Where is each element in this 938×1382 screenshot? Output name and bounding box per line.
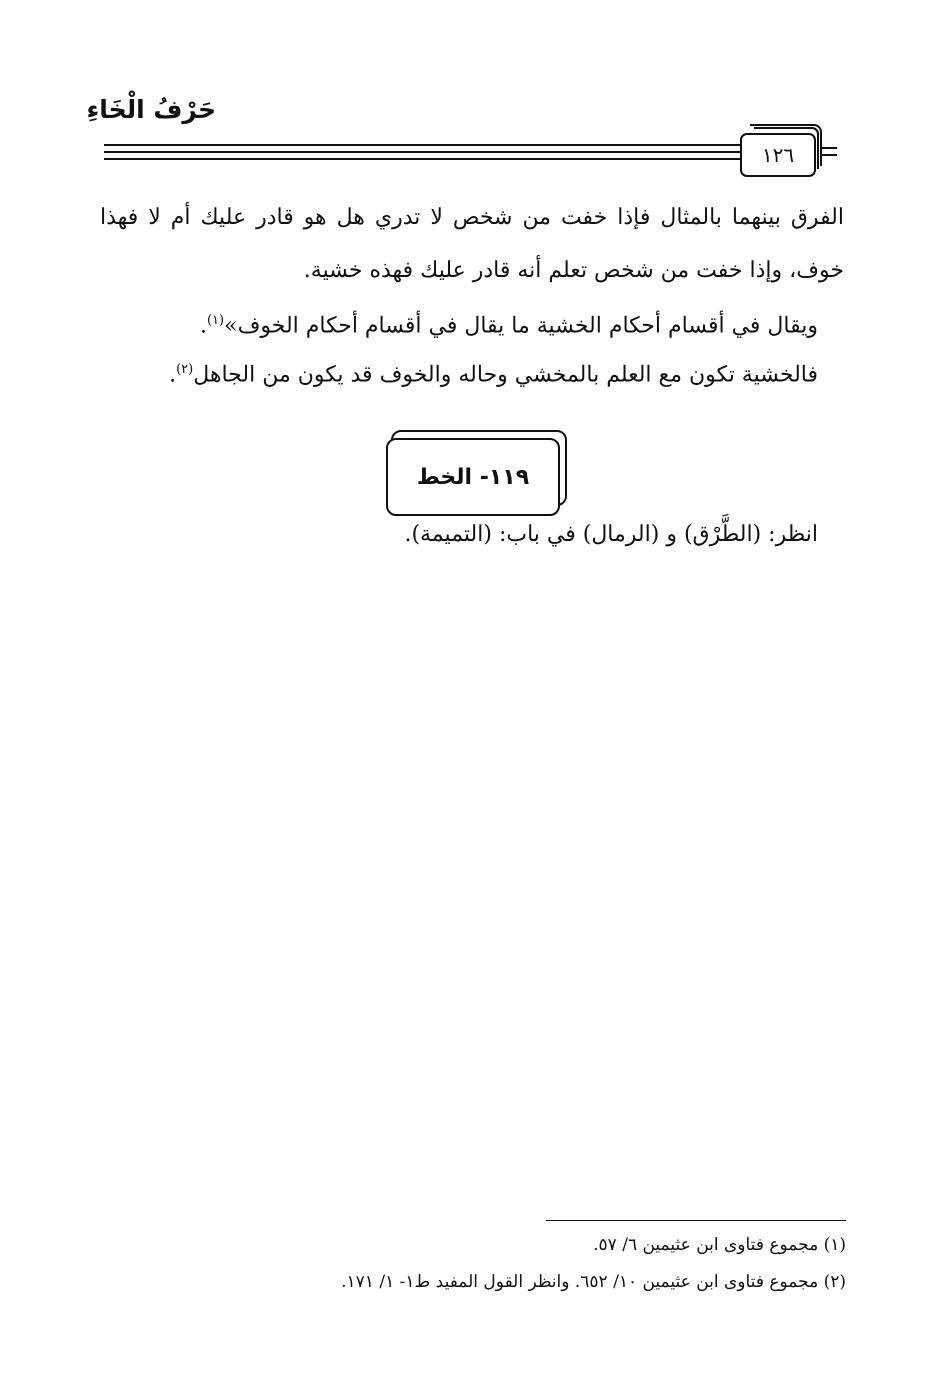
paragraph-line bbox=[169, 355, 818, 389]
paragraph-period: . bbox=[169, 362, 177, 388]
header-rule bbox=[104, 144, 740, 146]
paragraph-line bbox=[200, 306, 818, 340]
header-rule bbox=[104, 158, 740, 160]
footnote-ref[interactable]: (١) bbox=[206, 313, 225, 328]
footnote: (٢) مجموع فتاوى ابن عثيمين ١٠/ ٦٥٢. وانظر القول المفيد ط١- ١/ ١٧١. bbox=[341, 1272, 846, 1292]
paragraph-line: خوف، وإذا خفت من شخص تعلم أنه قادر عليك فهذه خشية. bbox=[303, 258, 844, 283]
header-rule bbox=[104, 151, 740, 153]
paragraph-text: فالخشية تكون مع العلم بالمخشي وحاله والخوف قد يكون من الجاهل bbox=[193, 362, 818, 388]
footnote-separator bbox=[546, 1220, 846, 1221]
page-number-text: ١٢٦ bbox=[761, 143, 795, 167]
footnote: (١) مجموع فتاوى ابن عثيمين ٦/ ٥٧. bbox=[593, 1235, 846, 1255]
paragraph-period: . bbox=[199, 313, 207, 339]
paragraph-line: الفرق بينهما بالمثال فإذا خفت من شخص لا تدري هل هو قادر عليك أم لا فهذا bbox=[100, 205, 844, 230]
page-number bbox=[740, 133, 816, 177]
see-also-text: انظر: (الطَّرْق) و (الرمال) في باب: (التميمة). bbox=[404, 522, 818, 547]
header-rule-short bbox=[822, 147, 837, 149]
section-heading-text: ١١٩- الخط bbox=[416, 464, 530, 490]
header-rule-short bbox=[822, 154, 837, 156]
paragraph-text: ويقال في أقسام أحكام الخشية ما يقال في أقسام أحكام الخوف» bbox=[224, 313, 818, 339]
footnote-ref[interactable]: (٢) bbox=[176, 362, 194, 377]
section-heading bbox=[386, 438, 560, 516]
chapter-title: حَرْفُ الْخَاءِ bbox=[86, 95, 216, 124]
